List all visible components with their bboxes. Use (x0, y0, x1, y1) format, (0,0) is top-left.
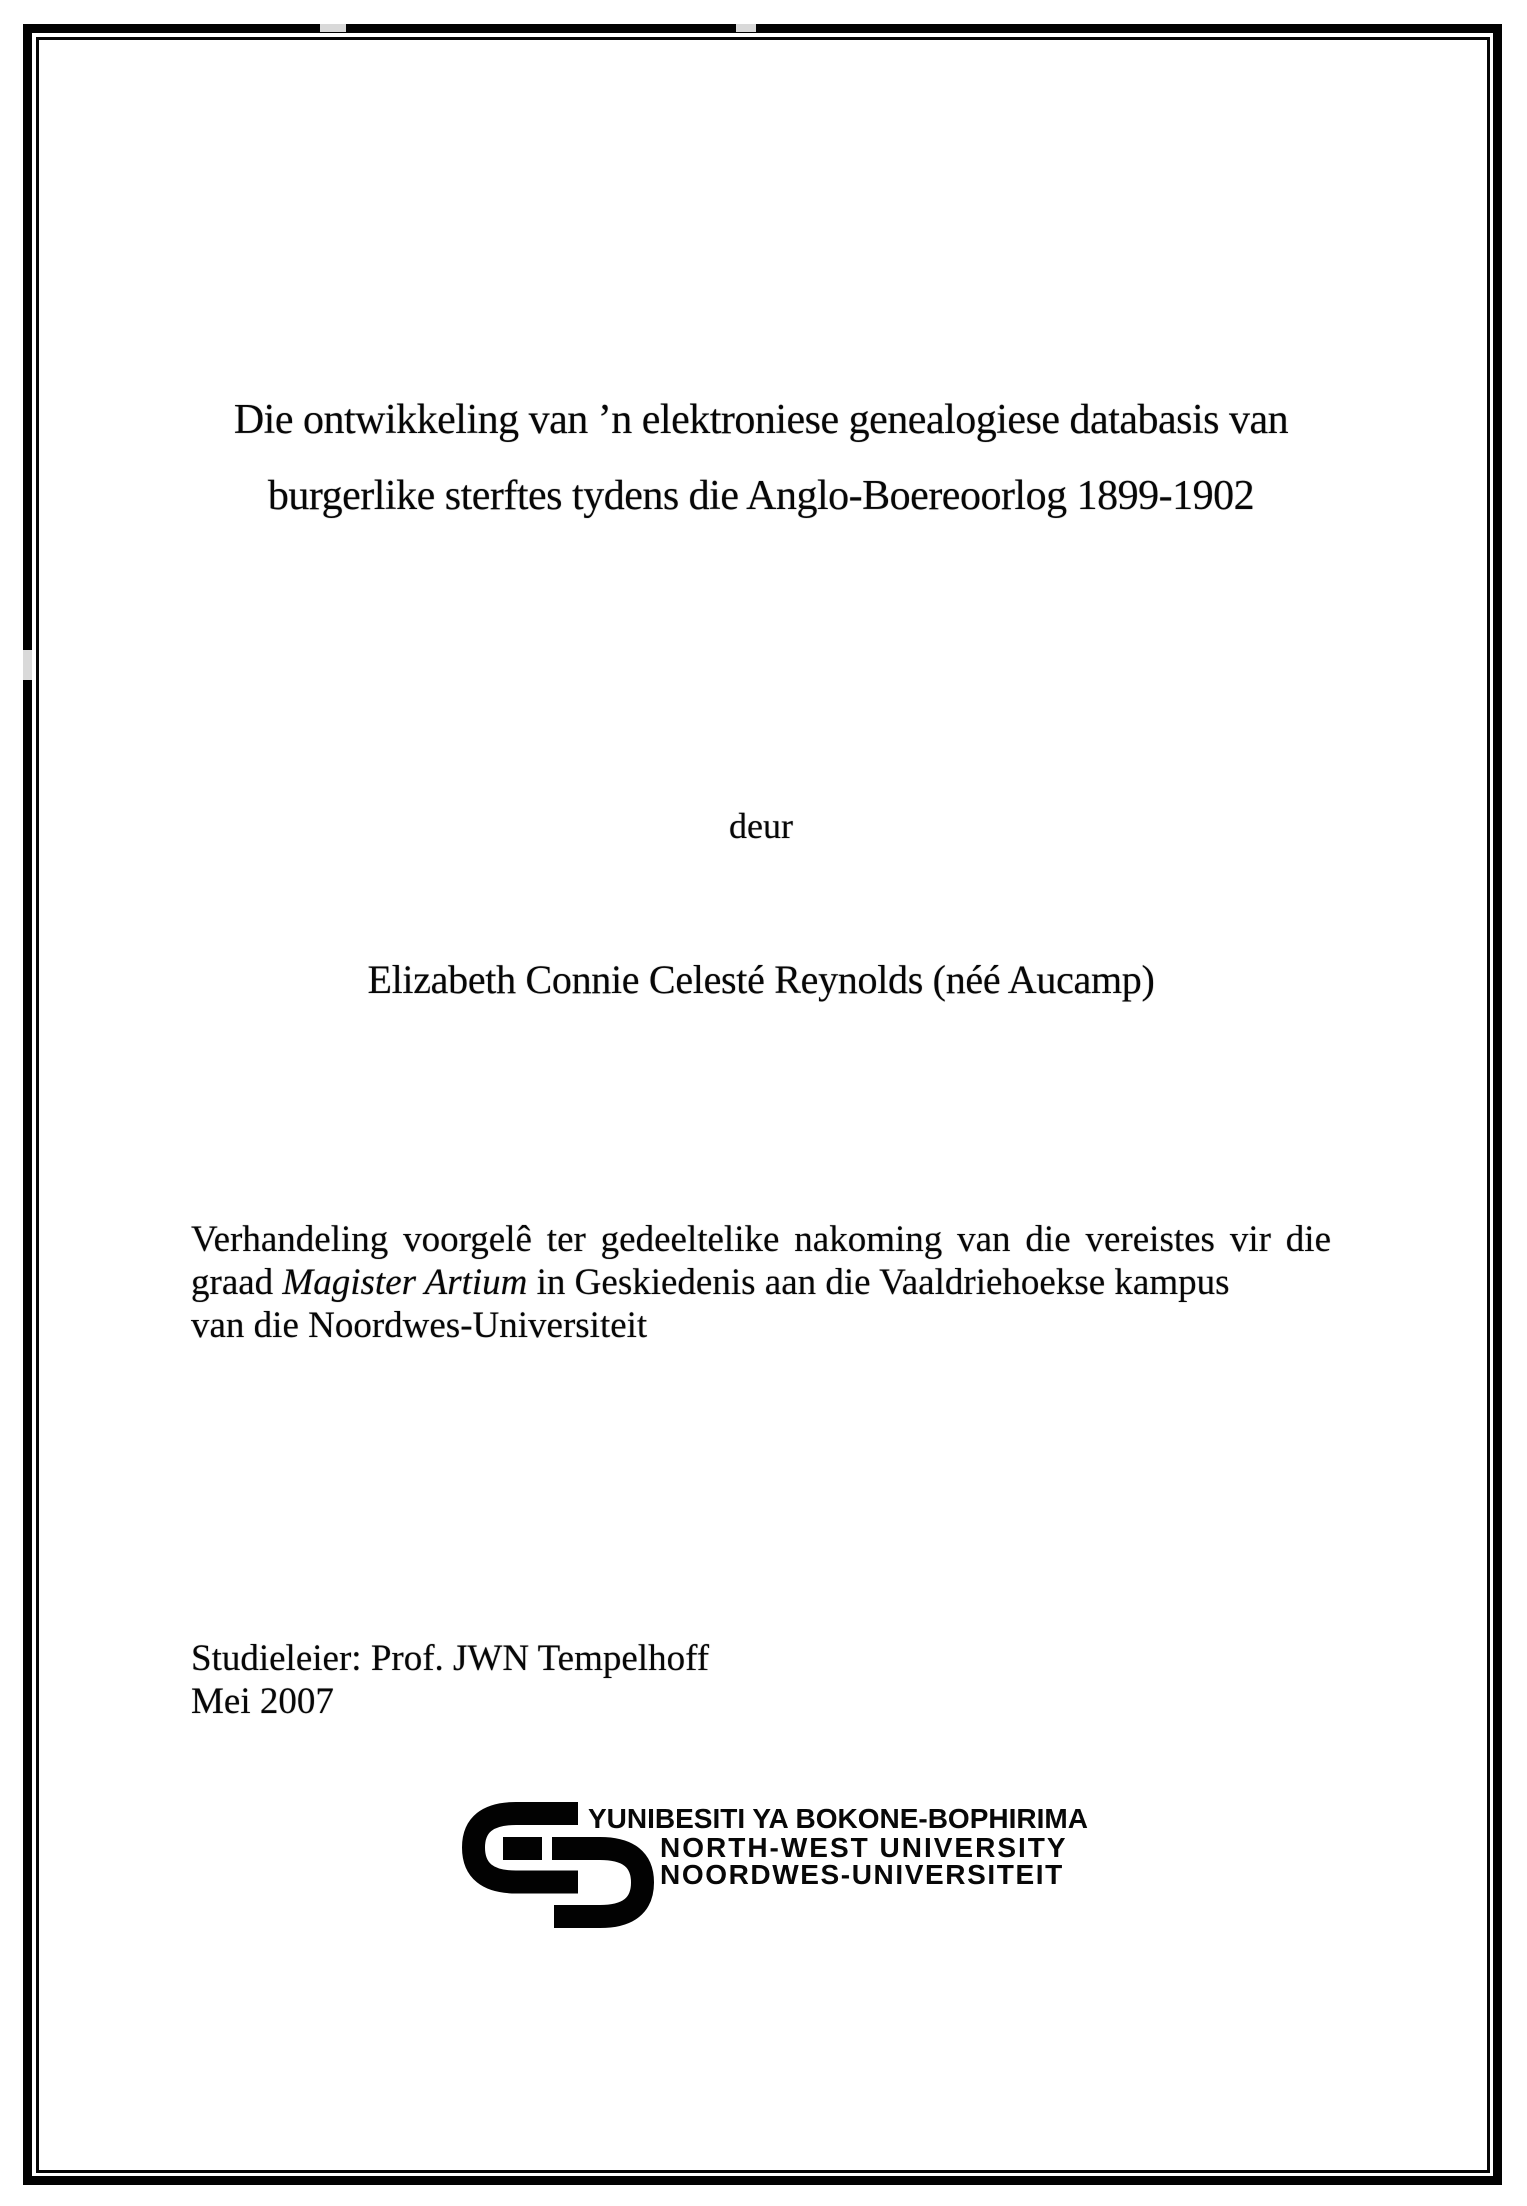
degree-statement (191, 1218, 1331, 1347)
thesis-title-line-1: Die ontwikkeling van ’n elektroniese genealogiese databasis van (233, 397, 1289, 443)
scan-artifact (320, 24, 346, 32)
degree-statement-line-1: Verhandeling voorgelê ter gedeeltelike nakoming van die vereistes vir die (191, 1219, 1331, 1260)
degree-statement-line-2-pre: graad (191, 1262, 283, 1303)
thesis-title (186, 382, 1336, 534)
supervisor-line: Studieleier: Prof. JWN Tempelhoff (191, 1638, 710, 1679)
logo-text-setswana: YUNIBESITI YA BOKONE-BOPHIRIMA (588, 1803, 1088, 1834)
scan-artifact (736, 24, 756, 32)
degree-statement-line-2-post: in Geskiedenis aan die Vaaldriehoekse kampus (527, 1262, 1230, 1303)
degree-name-italic: Magister Artium (282, 1262, 528, 1303)
logo-text-english: NORTH-WEST UNIVERSITY (660, 1832, 1068, 1863)
thesis-title-line-2: burgerlike sterftes tydens die Anglo-Boereoorlog 1899-1902 (267, 473, 1255, 519)
logo-text-afrikaans: NOORDWES-UNIVERSITEIT (660, 1859, 1064, 1890)
author-name: Elizabeth Connie Celesté Reynolds (néé Aucamp) (367, 957, 1155, 1002)
degree-statement-line-3: van die Noordwes-Universiteit (191, 1305, 648, 1346)
byline: deur (729, 806, 793, 846)
date-line: Mei 2007 (191, 1681, 334, 1722)
degree-statement-line-2 (191, 1261, 1331, 1304)
scan-artifact (23, 650, 32, 680)
supervisor-block (191, 1637, 1091, 1723)
